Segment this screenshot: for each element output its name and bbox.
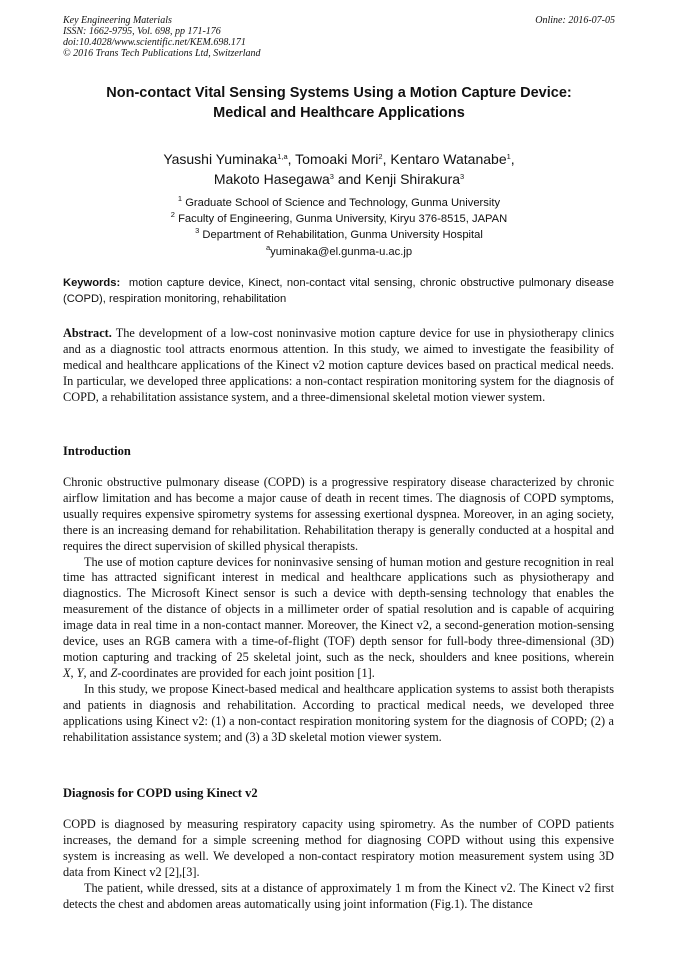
- keywords-text: motion capture device, Kinect, non-contact vital sensing, chronic obstructive pulmonary disease (COPD), respiration monitoring, rehabilitation: [63, 277, 615, 305]
- email-mark: a: [265, 243, 271, 252]
- author-affiliation-mark: 1,a: [277, 152, 288, 161]
- title-line-2: Medical and Healthcare Applications: [213, 105, 465, 121]
- contact-email: [40, 243, 638, 258]
- author-separator: ,: [287, 151, 296, 167]
- affiliation-list: [40, 195, 638, 243]
- author-separator: and: [333, 171, 366, 187]
- affiliation-mark: 2: [170, 210, 175, 219]
- author-affiliation-mark: 1: [506, 152, 511, 161]
- math-symbol: Y: [76, 665, 84, 680]
- affiliation-text: Graduate School of Science and Technology, Gunma University: [185, 197, 501, 209]
- paper-title: [40, 83, 638, 123]
- math-separator: ,: [70, 665, 77, 680]
- journal-header: [63, 15, 261, 59]
- copd-section-heading: Diagnosis for COPD using Kinect v2: [63, 786, 258, 800]
- abstract-label: Abstract.: [63, 326, 112, 340]
- paragraph: Chronic obstructive pulmonary disease (COPD) is a progressive respiratory disease characterized by chronic airflow limitation and has become a major cause of death in recent times. The diagnosis of COPD symptoms, usually requires expensive spirometry systems for assessing exertional dyspnea. Moreover, in an aging society, there is an increasing demand for rehabilitation. Rehabilitation therapy is generally conducted at a hospital and requires the direct supervision of skilled physical therapists.: [63, 475, 614, 553]
- affiliation-mark: 3: [195, 226, 200, 235]
- keywords-block: [63, 275, 614, 307]
- affiliation-mark: 1: [177, 194, 183, 203]
- affiliation: [40, 211, 638, 227]
- paragraph-text: The use of motion capture devices for noninvasive sensing of human motion and gesture recognition in real time has attracted significant interest in medical and healthcare applications such as physiotherapy and diagnostics. The Microsoft Kinect sensor is such a device with depth-sensing technology that enables the measurement of the distance of objects in a millimeter order of spatial resolution and is capable of acquiring image data in real time in a non-contact manner. Moreover, the Kinect v2, a second-generation motion-sensing device, uses an RGB camera with a time-of-flight (TOF) depth sensor for full-body three-dimensional (3D) motion capturing and tracking of 25 skeletal joint, such as the neck, shoulders and knee positions, wherein: [63, 554, 614, 664]
- email-address: yuminaka@el.gunma-u.ac.jp: [270, 246, 413, 258]
- journal-name: Key Engineering Materials: [63, 15, 172, 26]
- author-list: [40, 149, 638, 189]
- issn-line: ISSN: 1662-9795, Vol. 698, pp 171-176: [63, 26, 221, 37]
- author-separator: ,: [382, 151, 391, 167]
- author-name: Makoto Hasegawa: [213, 171, 330, 187]
- paragraph: In this study, we propose Kinect-based medical and healthcare application systems to assist both therapists and patients in diagnosis and rehabilitation. According to practical medical needs, we developed three applications using Kinect v2: (1) a non-contact respiration monitoring system for the diagnosis of COPD; (2) a rehabilitation assistance system; and (3) a 3D skeletal motion viewer system.: [63, 681, 614, 744]
- author-name: Kentaro Watanabe: [390, 151, 507, 167]
- math-separator: , and: [83, 665, 111, 680]
- paragraph: [63, 555, 614, 682]
- author-affiliation-mark: 3: [329, 172, 334, 181]
- author-name: Yasushi Yuminaka: [163, 151, 278, 167]
- paragraph-text: -coordinates are provided for each joint position [1].: [117, 665, 375, 680]
- author-name: Kenji Shirakura: [365, 171, 461, 187]
- copd-section-body: [63, 817, 614, 912]
- abstract-block: [63, 326, 614, 406]
- author-separator: ,: [510, 151, 515, 167]
- doi-line: doi:10.4028/www.scientific.net/KEM.698.171: [63, 37, 246, 48]
- online-date: Online: 2016-07-05: [535, 15, 615, 26]
- math-symbol: X: [63, 665, 71, 680]
- keywords-label: Keywords:: [63, 277, 121, 289]
- copyright-line: © 2016 Trans Tech Publications Ltd, Switzerland: [63, 48, 261, 59]
- paragraph: COPD is diagnosed by measuring respiratory capacity using spirometry. As the number of COPD patients increases, the demand for a simple screening method for diagnosing COPD without using this expensive system is increasing as well. We developed a non-contact respiratory motion measurement system using 3D data from Kinect v2 [2],[3].: [63, 817, 614, 879]
- affiliation-text: Faculty of Engineering, Gunma University, Kiryu 376-8515, JAPAN: [178, 213, 508, 225]
- abstract-text: The development of a low-cost noninvasive motion capture device for use in physiotherapy clinics and as a diagnostic tool attracts enormous attention. In this study, we aimed to investigate the feasibility of medical and healthcare applications of the Kinect v2 motion capture devices based on practical medical needs. In particular, we developed three applications: a non-contact respiration monitoring system for the diagnosis of COPD, a rehabilitation assistance system, and a three-dimensional skeletal motion viewer system.: [63, 326, 614, 404]
- math-symbol: Z: [110, 665, 118, 680]
- affiliation-text: Department of Rehabilitation, Gunma University Hospital: [202, 229, 483, 241]
- author-affiliation-mark: 2: [378, 152, 383, 161]
- affiliation: [40, 227, 638, 243]
- paragraph: The patient, while dressed, sits at a distance of approximately 1 m from the Kinect v2. The Kinect v2 first detects the chest and abdomen areas automatically using joint information (Fig.1). The distance: [63, 880, 614, 911]
- introduction-heading: Introduction: [63, 444, 131, 458]
- author-affiliation-mark: 3: [460, 172, 465, 181]
- title-line-1: Non-contact Vital Sensing Systems Using a Motion Capture Device:: [106, 85, 572, 101]
- introduction-body: [63, 475, 614, 745]
- affiliation: [40, 195, 638, 211]
- author-name: Tomoaki Mori: [295, 151, 379, 167]
